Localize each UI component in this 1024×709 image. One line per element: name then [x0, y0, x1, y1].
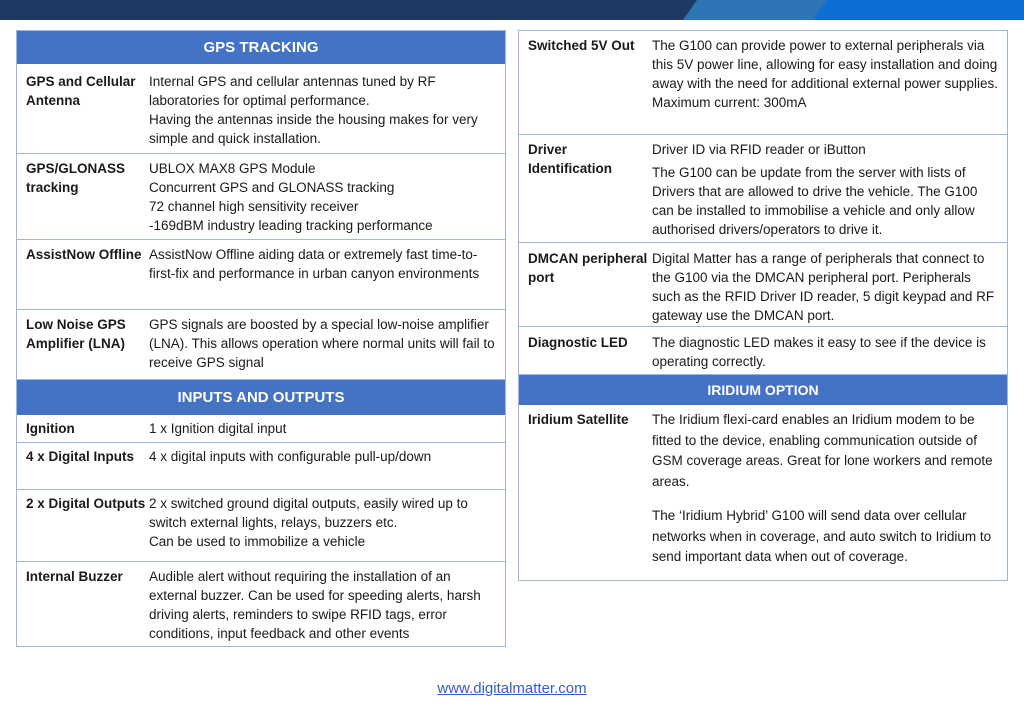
table-row: [519, 135, 1007, 243]
website-link[interactable]: www.digitalmatter.com: [437, 680, 587, 697]
table-row: [519, 243, 1007, 327]
gps-tracking-header: GPS TRACKING: [17, 31, 505, 64]
banner-accent-secondary: [813, 0, 1024, 20]
row-label: DMCAN peripheral port: [528, 251, 648, 285]
row-label: Diagnostic LED: [528, 335, 628, 350]
table-row: [519, 31, 1007, 135]
footer: [0, 680, 1024, 697]
row-label: Ignition: [26, 421, 75, 436]
row-label: Low Noise GPS Amplifier (LNA): [26, 317, 126, 351]
row-description: GPS signals are boosted by a special low-noise amplifier (LNA). This allows operation where normal units will fail to receive GPS signal: [149, 317, 495, 370]
iridium-option-header: IRIDIUM OPTION: [519, 375, 1007, 405]
table-row: [17, 240, 505, 310]
top-banner: [0, 0, 1024, 20]
table-row: [17, 154, 505, 240]
row-label: GPS and Cellular Antenna: [26, 74, 136, 108]
left-spec-table: [16, 30, 506, 647]
table-row: [17, 562, 505, 646]
table-row: [17, 64, 505, 154]
table-row: [519, 405, 1007, 580]
row-description: 1 x Ignition digital input: [149, 421, 287, 436]
row-description: AssistNow Offline aiding data or extremely fast time-to-first-fix and performance in urban canyon environments: [149, 247, 480, 281]
row-description: Audible alert without requiring the installation of an external buzzer. Can be used for speeding alerts, harsh driving alerts, reminders to swipe RFID tags, error conditions, input feedback and other events: [149, 569, 481, 641]
row-label: Iridium Satellite: [528, 412, 629, 427]
right-spec-table: [518, 30, 1008, 581]
row-description: UBLOX MAX8 GPS Module Concurrent GPS and GLONASS tracking 72 channel high sensitivity receiver -169dBM industry leading tracking performance: [149, 161, 433, 233]
inputs-outputs-header: INPUTS AND OUTPUTS: [17, 380, 505, 415]
row-label: Switched 5V Out: [528, 38, 635, 53]
table-row: [17, 310, 505, 380]
row-description: Internal GPS and cellular antennas tuned by RF laboratories for optimal performance. Having the antennas inside the housing makes for very simple and quick installation.: [149, 74, 478, 146]
row-label: 4 x Digital Inputs: [26, 449, 135, 464]
row-label: Driver Identification: [528, 142, 612, 176]
row-description: 2 x switched ground digital outputs, easily wired up to switch external lights, relays, buzzers etc. Can be used to immobilize a vehicle: [149, 496, 468, 549]
table-row: [17, 415, 505, 443]
row-description: 4 x digital inputs with configurable pull-up/down: [149, 449, 432, 464]
row-description: Driver ID via RFID reader or iButton The G100 can be update from the server with lists of Drivers that are allowed to drive the vehicle. The G100 can be installed to immobilise a vehicle and only allow authorised drivers/operators to drive it.: [652, 142, 978, 237]
row-description: The Iridium flexi-card enables an Iridium modem to be fitted to the device, enabling communication outside of GSM coverage areas. Great for lone workers and remote areas. The ‘Iridium Hybrid’ G100 will send data over cellular networks when in coverage, and auto switch to Iridium to send important data when out of coverage.: [652, 412, 993, 564]
row-description: The G100 can provide power to external peripherals via this 5V power line, allowing for easy installation and doing away with the need for additional external power supplies. Maximum current: 300mA: [652, 38, 998, 110]
row-label: 2 x Digital Outputs: [26, 496, 146, 511]
table-row: [17, 443, 505, 490]
row-label: GPS/GLONASS tracking: [26, 161, 126, 195]
table-row: [519, 327, 1007, 375]
row-label: AssistNow Offline: [26, 247, 142, 262]
table-row: [17, 490, 505, 562]
row-label: Internal Buzzer: [26, 569, 123, 584]
row-description: The diagnostic LED makes it easy to see if the device is operating correctly.: [652, 335, 986, 369]
row-description: Digital Matter has a range of peripherals that connect to the G100 via the DMCAN peripheral port. Peripherals such as the RFID Driver ID reader, 5 digit keypad and RF gateway use the DMCAN port.: [652, 251, 995, 323]
